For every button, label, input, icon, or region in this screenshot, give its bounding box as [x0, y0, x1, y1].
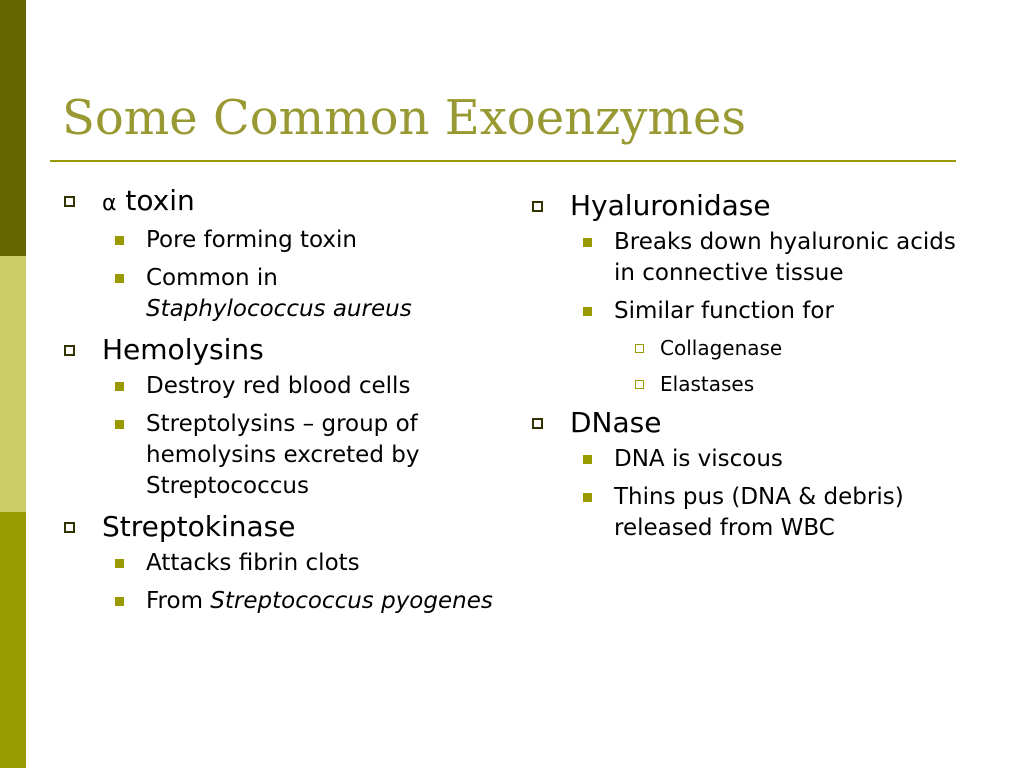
sub-bullet [62, 371, 502, 402]
sub-bullet [62, 225, 502, 256]
sidebar-band-bottom [0, 512, 26, 768]
sub-bullet [530, 482, 970, 544]
bullet-heading-text: Hemolysins [102, 333, 264, 366]
sub-bullet-list [62, 548, 502, 617]
bullet-group-alpha-toxin [62, 184, 502, 325]
bullet-heading-text: toxin [125, 184, 195, 217]
bullet-heading-text: Streptokinase [102, 510, 296, 543]
bullet-hemolysins [62, 333, 502, 367]
sub-bullet-list [62, 371, 502, 502]
sub-bullet [530, 444, 970, 475]
hollow-square-bullet-icon [64, 196, 75, 207]
sub-bullet [62, 263, 502, 325]
filled-square-bullet-icon [115, 274, 124, 283]
bullet-hyaluronidase [530, 189, 970, 223]
bullet-group-streptokinase [62, 510, 502, 617]
bullet-dnase [530, 406, 970, 440]
sub-bullet [62, 409, 502, 502]
sub-bullet-italic-text: Streptococcus pyogenes [210, 588, 493, 614]
bullet-group-hemolysins [62, 333, 502, 502]
bullet-streptokinase [62, 510, 502, 544]
filled-square-bullet-icon [583, 455, 592, 464]
sub-bullet-list [530, 227, 970, 398]
hollow-square-bullet-icon [64, 345, 75, 356]
filled-square-bullet-icon [115, 597, 124, 606]
alpha-symbol: α [102, 191, 117, 216]
sub-sub-bullet-text: Elastases [660, 372, 755, 396]
sub-bullet [530, 227, 970, 289]
sidebar-band-top [0, 0, 26, 256]
sub-bullet-text: From [146, 588, 203, 614]
sub-bullet-text: Similar function for [614, 298, 834, 324]
hollow-square-bullet-icon [64, 522, 75, 533]
sidebar-band-middle [0, 256, 26, 512]
title-underline [50, 160, 956, 162]
bullet-heading-text: Hyaluronidase [570, 189, 771, 222]
sub-sub-bullet [530, 370, 970, 398]
filled-square-bullet-icon [115, 236, 124, 245]
hollow-square-bullet-icon [532, 201, 543, 212]
bullet-heading-text: DNase [570, 406, 662, 439]
sub-bullet [530, 296, 970, 327]
hollow-square-bullet-icon [532, 418, 543, 429]
sub-sub-bullet-text: Collagenase [660, 336, 783, 360]
sub-bullet-text: Streptolysins – group of hemolysins excreted by Streptococcus [146, 411, 420, 499]
sub-bullet-list [530, 444, 970, 544]
sub-sub-bullet [530, 334, 970, 362]
sub-bullet-list [62, 225, 502, 325]
sub-bullet-text: Breaks down hyaluronic acids in connective tissue [614, 229, 956, 286]
sub-bullet-text: DNA is viscous [614, 446, 783, 472]
hollow-square-small-bullet-icon [635, 344, 644, 353]
sub-bullet-italic-text: Staphylococcus aureus [146, 296, 412, 322]
hollow-square-small-bullet-icon [635, 380, 644, 389]
slide-title: Some Common Exoenzymes [62, 90, 746, 146]
sidebar-stripe [0, 0, 26, 768]
sub-bullet [62, 548, 502, 579]
sub-bullet [62, 586, 502, 617]
filled-square-bullet-icon [583, 238, 592, 247]
bullet-alpha-toxin [62, 184, 502, 221]
bullet-group-dnase [530, 406, 970, 544]
sub-bullet-text: Common in [146, 265, 278, 291]
left-column [62, 184, 502, 625]
right-column [530, 189, 970, 552]
filled-square-bullet-icon [583, 307, 592, 316]
sub-bullet-text: Attacks fibrin clots [146, 550, 360, 576]
filled-square-bullet-icon [115, 559, 124, 568]
filled-square-bullet-icon [583, 493, 592, 502]
filled-square-bullet-icon [115, 382, 124, 391]
sub-bullet-text: Thins pus (DNA & debris) released from WBC [614, 484, 904, 541]
bullet-group-hyaluronidase [530, 189, 970, 398]
sub-bullet-text: Destroy red blood cells [146, 373, 411, 399]
sub-bullet-text: Pore forming toxin [146, 227, 357, 253]
filled-square-bullet-icon [115, 420, 124, 429]
